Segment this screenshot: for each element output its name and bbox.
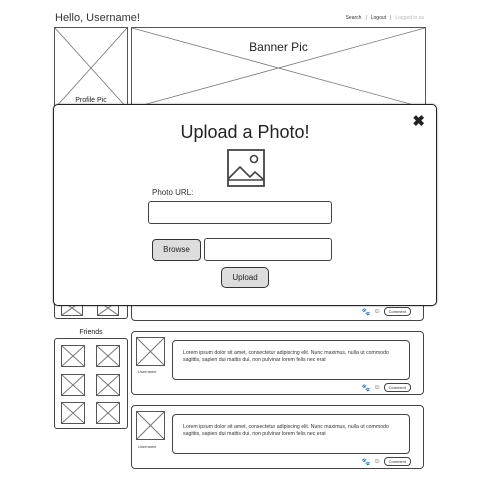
post-username[interactable]: Username bbox=[138, 369, 157, 374]
browse-button[interactable]: Browse bbox=[152, 239, 201, 261]
post-text: Lorem ipsum dolor sit amet, consectetur adipiscing elit. Nunc maximus, nulla ut commodo sagittis, sapien dui mattis dui, non pulvinar lorem felis nec erat bbox=[172, 414, 410, 454]
nav-logout-link[interactable]: Logout bbox=[370, 15, 387, 21]
post-card bbox=[131, 405, 424, 469]
comment-button[interactable]: Comment bbox=[384, 457, 411, 466]
post-username[interactable]: Username bbox=[138, 444, 157, 449]
post-actions bbox=[362, 383, 411, 392]
nav-separator: | bbox=[365, 15, 367, 21]
banner-pic bbox=[131, 27, 426, 109]
friend-thumbnail[interactable] bbox=[61, 402, 85, 424]
post-avatar[interactable] bbox=[136, 337, 165, 366]
friend-thumbnail[interactable] bbox=[61, 374, 85, 396]
greeting: Hello, Username! bbox=[55, 12, 140, 24]
post-avatar[interactable] bbox=[136, 411, 165, 440]
smile-icon[interactable]: ☺ bbox=[373, 458, 381, 465]
upload-photo-modal bbox=[53, 104, 437, 306]
profile-pic-label: Profile Pic bbox=[75, 97, 107, 104]
friends-panel bbox=[54, 338, 128, 429]
nav-logged-in-text: Logged in as bbox=[395, 15, 424, 21]
smile-icon[interactable]: ☺ bbox=[373, 384, 381, 391]
post-actions bbox=[362, 457, 411, 466]
post-text: Lorem ipsum dolor sit amet, consectetur adipiscing elit. Nunc maximus, nulla ut commodo sagittis, sapien dui mattis dui, non pulvinar lorem felis nec erat bbox=[172, 340, 410, 380]
comment-button[interactable]: Comment bbox=[384, 307, 411, 316]
upload-button[interactable]: Upload bbox=[221, 267, 269, 288]
top-nav bbox=[346, 15, 424, 21]
friend-thumbnail[interactable] bbox=[96, 402, 120, 424]
paw-icon[interactable]: 🐾 bbox=[361, 458, 371, 466]
photo-url-label: Photo URL: bbox=[152, 188, 194, 197]
friend-thumbnail[interactable] bbox=[96, 345, 120, 367]
photo-url-input[interactable] bbox=[148, 201, 332, 224]
nav-search-link[interactable]: Search bbox=[345, 15, 362, 21]
nav-separator: | bbox=[390, 15, 392, 21]
paw-icon[interactable]: 🐾 bbox=[361, 384, 371, 392]
smile-icon[interactable]: ☺ bbox=[373, 308, 381, 315]
post-card bbox=[131, 331, 424, 395]
close-icon[interactable]: ✖ bbox=[412, 113, 425, 130]
comment-button[interactable]: Comment bbox=[384, 383, 411, 392]
profile-pic[interactable] bbox=[54, 27, 128, 109]
file-path-field[interactable] bbox=[204, 238, 332, 261]
friend-thumbnail[interactable] bbox=[61, 345, 85, 367]
banner-pic-label: Banner Pic bbox=[249, 40, 308, 54]
friend-thumbnail[interactable] bbox=[96, 374, 120, 396]
modal-title: Upload a Photo! bbox=[180, 122, 310, 142]
paw-icon[interactable]: 🐾 bbox=[361, 308, 371, 316]
post-actions bbox=[362, 307, 411, 316]
image-icon bbox=[226, 148, 266, 188]
friends-label: Friends bbox=[79, 329, 103, 336]
